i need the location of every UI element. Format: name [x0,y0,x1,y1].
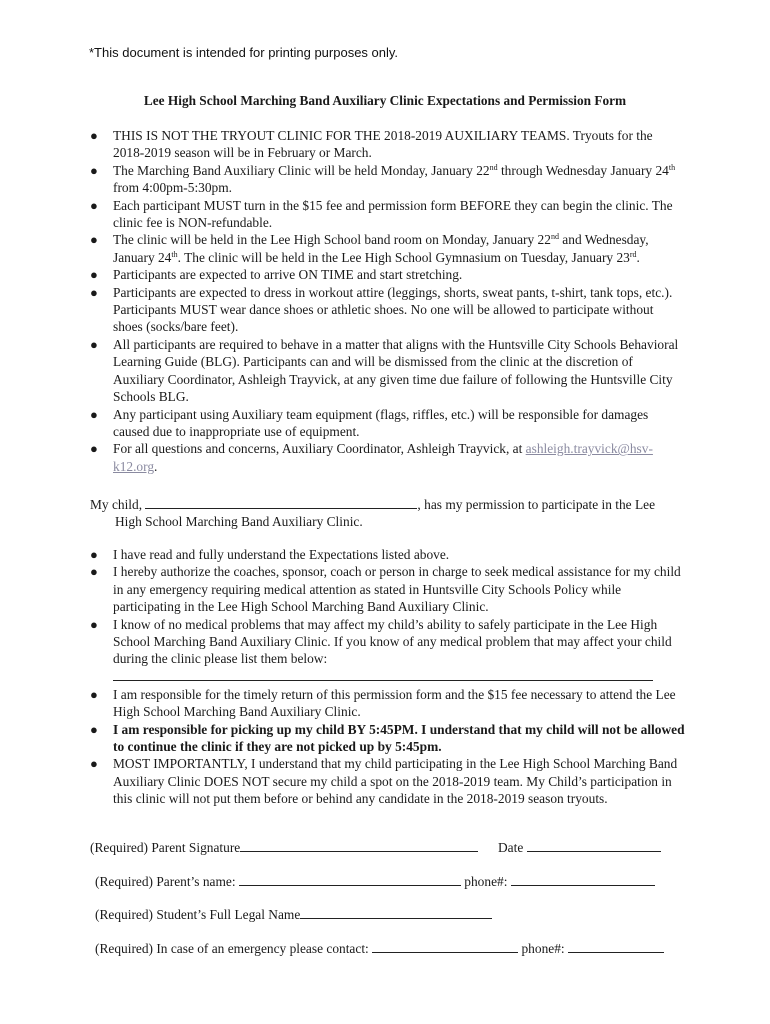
bullet-icon: ● [90,406,98,422]
list-item: ● Participants are expected to arrive ON TIME and start stretching. [90,267,463,283]
bullet-icon: ● [90,686,98,702]
acknowledgements-list [90,546,686,808]
bullet-icon: ● [90,232,98,248]
parent-name-field[interactable] [239,873,461,886]
bullet-icon: ● [90,616,98,632]
bullet-icon: ● [90,564,98,580]
form-title: Lee High School Marching Band Auxiliary Clinic Expectations and Permission Form [143,93,627,108]
bullet-icon: ● [90,197,98,213]
coordinator-email-link[interactable]: ashleigh.trayvick@hsv-k12.org [113,441,653,474]
bullet-icon: ● [90,267,98,283]
list-item: ● I am responsible for the timely return of this permission form and the $15 fee necessary to attend the Lee High School Marching Band Auxiliary Clinic. [90,686,676,720]
date-row: Date [498,839,661,856]
list-item: ● MOST IMPORTANTLY, I understand that my child participating in the Lee High School Marching Band Auxiliary Clinic DOES NOT secure my child a spot on the 2018-2019 team. My Child’s participation in this clinic will not put them before or behind any candidate in the 2018-2019 season tryouts. [90,756,678,807]
child-name-field[interactable] [145,496,417,509]
list-item: ● Each participant MUST turn in the $15 fee and permission form BEFORE they can begin the clinic. The clinic fee is NON-refundable. [90,197,673,231]
medical-problems-field[interactable] [113,668,653,681]
student-name-row: (Required) Student’s Full Legal Name [95,906,492,923]
bullet-icon: ● [90,284,98,300]
bullet-icon: ● [90,128,98,143]
bullet-icon: ● [90,336,98,352]
list-item: ● I have read and fully understand the Expectations listed above. [90,547,450,562]
bullet-icon: ● [90,756,98,772]
bullet-icon: ● [90,721,98,737]
bullet-icon: ● [90,547,98,562]
date-field[interactable] [527,839,661,852]
bullet-icon: ● [90,441,98,457]
list-item: ● Any participant using Auxiliary team equipment (flags, riffles, etc.) will be responsible for damages caused due to inappropriate use of equipment. [90,406,649,439]
emergency-contact-field[interactable] [372,940,518,953]
expectations-list [90,127,686,475]
emergency-phone-field[interactable] [568,940,664,953]
bullet-icon: ● [90,162,98,178]
student-name-field[interactable] [300,906,492,919]
list-item: ● The clinic will be held in the Lee High School band room on Monday, January 22nd and Wednesday, January 24th. The clinic will be held in the Lee High School Gymnasium on Tuesday, January 23rd. [90,232,649,265]
emergency-contact-row: (Required) In case of an emergency please contact: phone#: [95,940,664,957]
print-notice: *This document is intended for printing purposes only. [89,45,399,60]
list-item: ● I hereby authorize the coaches, sponsor, coach or person in charge to seek medical assistance for my child in any emergency requiring medical attention as stated in Huntsville City Schools Policy while participating in the Lee High School Marching Band Auxiliary Clinic. [90,564,681,615]
permission-statement: My child, , has my permission to participate in the Lee High School Marching Band Auxiliary Clinic. [90,497,656,530]
list-item: ● THIS IS NOT THE TRYOUT CLINIC FOR THE 2018-2019 AUXILIARY TEAMS. Tryouts for the 2018-2019 season will be in February or March. [90,128,653,161]
parent-signature-field[interactable] [240,839,478,852]
list-item: ● Participants are expected to dress in workout attire (leggings, shorts, sweat pants, t-shirt, tank tops, etc.). Participants MUST wear dance shoes or athletic shoes. No one will be allowed to participate without shoes (socks/bare feet). [90,284,673,335]
list-item: ● All participants are required to behave in a matter that aligns with the Huntsville City Schools Behavioral Learning Guide (BLG). Participants can and will be dismissed from the clinic at the discretion of Auxiliary Coordinator, Ashleigh Trayvick, at any given time due failure of following the Huntsville City Schools BLG. [90,336,679,405]
parent-signature-row: (Required) Parent Signature [90,839,478,856]
parent-name-row: (Required) Parent’s name: phone#: [95,873,655,890]
list-item: ● I am responsible for picking up my child BY 5:45PM. I understand that my child will not be allowed to continue the clinic if they are not picked up by 5:45pm. [90,721,685,755]
list-item: ● For all questions and concerns, Auxiliary Coordinator, Ashleigh Trayvick, at ashleigh.trayvick@hsv-k12.org. [90,441,653,474]
list-item: ● The Marching Band Auxiliary Clinic will be held Monday, January 22nd through Wednesday January 24th from 4:00pm-5:30pm. [90,162,676,196]
parent-phone-field[interactable] [511,873,655,886]
list-item: ● I know of no medical problems that may affect my child’s ability to safely participate in the Lee High School Marching Band Auxiliary Clinic. If you know of any medical problem that may affect your child during the clinic please list them below: [90,616,686,681]
